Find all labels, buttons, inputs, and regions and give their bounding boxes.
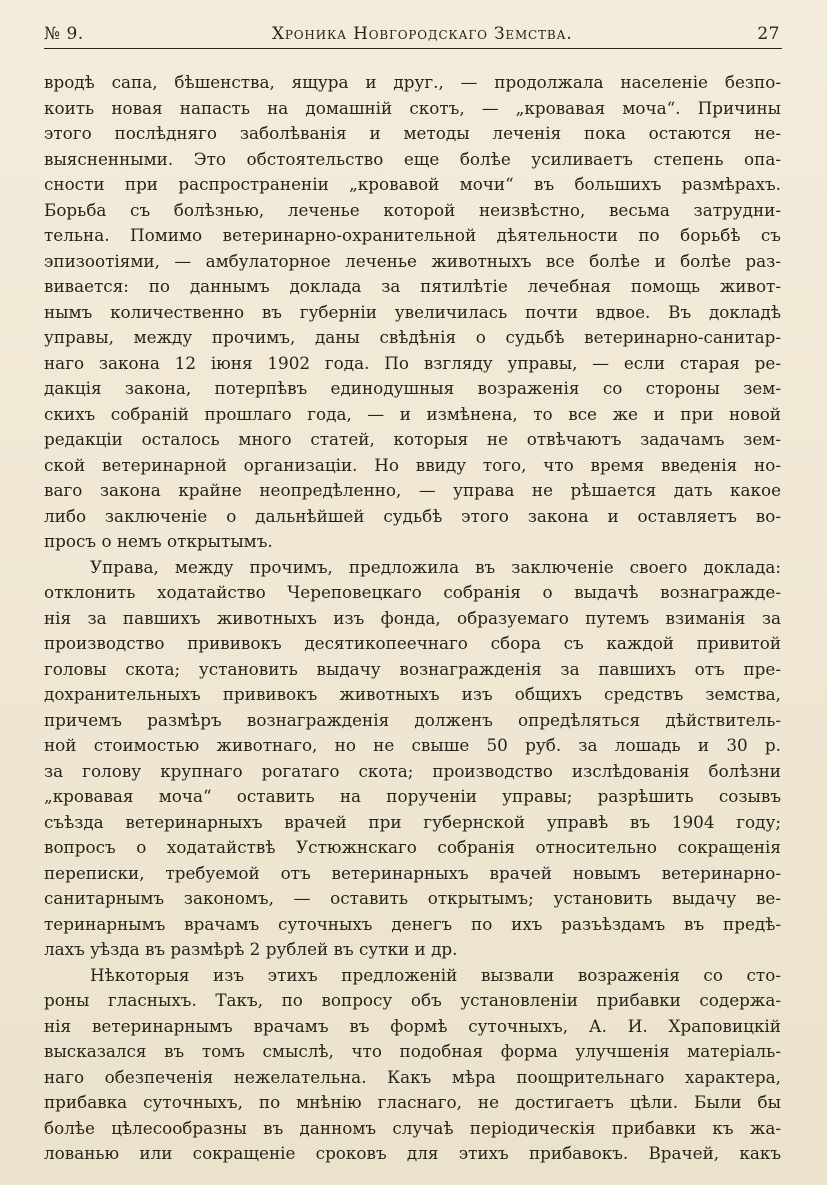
- text-line: ской ветеринарной организаціи. Но ввиду того, что время введенія но-: [44, 454, 781, 475]
- text-line: лованью или сокращеніе сроковъ для этихъ прибавокъ. Врачей, какъ: [44, 1143, 781, 1163]
- text-line: нія за павшихъ животныхъ изъ фонда, образуемаго путемъ взиманія за: [44, 607, 781, 628]
- page-number: 27: [757, 24, 780, 44]
- running-title: Хроника Новгородскаго Земства.: [272, 24, 573, 44]
- text-line: выясненными. Это обстоятельство еще болѣе усиливаетъ степень опа-: [44, 148, 781, 169]
- text-line: переписки, требуемой отъ ветеринарныхъ врачей новымъ ветеринарно-: [44, 862, 781, 883]
- text-line: головы скота; установить выдачу вознагражденія за павшихъ отъ пре-: [44, 658, 781, 679]
- text-line: либо заключеніе о дальнѣйшей судьбѣ этого закона и оставляетъ во-: [44, 505, 781, 526]
- text-line: дохранительныхъ прививокъ животныхъ изъ общихъ средствъ земства,: [44, 684, 781, 704]
- running-header: [44, 18, 784, 48]
- text-line: эпизоотіями, — амбулаторное леченье животныхъ все болѣе и болѣе раз-: [44, 250, 781, 271]
- text-line: за голову крупнаго рогатаго скота; производство изслѣдованія болѣзни: [44, 760, 781, 781]
- text-line: просъ о немъ открытымъ.: [44, 531, 273, 551]
- text-line: Нѣкоторыя изъ этихъ предложеній вызвали возраженія со сто-: [90, 964, 781, 985]
- text-line: высказался въ томъ смыслѣ, что подобная форма улучшенія матеріаль-: [44, 1041, 781, 1061]
- text-line: производство прививокъ десятикопеечнаго сбора съ каждой привитой: [44, 633, 781, 653]
- paragraph: [44, 70, 781, 555]
- text-line: вродѣ сапа, бѣшенства, ящура и друг., — продолжала населеніе безпо-: [44, 72, 781, 92]
- paragraph: [44, 963, 781, 1167]
- text-line: ной стоимостью животнаго, но не свыше 50 руб. за лошадь и 30 р.: [44, 735, 781, 755]
- text-line: нія ветеринарнымъ врачамъ въ формѣ суточныхъ, А. И. Храповицкій: [44, 1015, 781, 1036]
- text-line: санитарнымъ закономъ, — оставить открытымъ; установить выдачу ве-: [44, 888, 781, 908]
- text-line: скихъ собраній прошлаго года, — и измѣнена, то все же и при новой: [44, 403, 781, 424]
- text-line: тельна. Помимо ветеринарно-охранительной дѣятельности по борьбѣ съ: [44, 225, 781, 245]
- text-line: нымъ количественно въ губерніи увеличилась почти вдвое. Въ докладѣ: [44, 301, 781, 322]
- text-line: отклонить ходатайство Череповецкаго собранія о выдачѣ вознагражде-: [44, 582, 781, 602]
- text-line: управы, между прочимъ, даны свѣдѣнія о судьбѣ ветеринарно-санитар-: [44, 327, 781, 347]
- text-line: редакціи осталось много статей, которыя не отвѣчаютъ задачамъ зем-: [44, 429, 781, 449]
- text-line: прибавка суточныхъ, по мнѣнію гласнаго, не достигаетъ цѣли. Были бы: [44, 1092, 781, 1112]
- paragraph: [44, 555, 781, 963]
- text-line: дакція закона, потерпѣвъ единодушныя возраженія со стороны зем-: [44, 378, 781, 398]
- text-line: наго обезпеченія нежелательна. Какъ мѣра поощрительнаго характера,: [44, 1066, 781, 1087]
- text-line: вивается: по даннымъ доклада за пятилѣтіе лечебная помощь живот-: [44, 276, 781, 296]
- text-line: ваго закона крайне неопредѣленно, — управа не рѣшается дать какое: [44, 480, 781, 500]
- text-line: коить новая напасть на домашній скотъ, — „кровавая моча“. Причины: [44, 97, 781, 118]
- text-line: Управа, между прочимъ, предложила въ заключеніе своего доклада:: [90, 556, 781, 577]
- text-line: лахъ уѣзда въ размѣрѣ 2 рублей въ сутки и др.: [44, 939, 458, 959]
- text-line: съѣзда ветеринарныхъ врачей при губернской управѣ въ 1904 году;: [44, 811, 781, 832]
- text-line: причемъ размѣръ вознагражденія долженъ опредѣляться дѣйствитель-: [44, 709, 781, 730]
- text-line: наго закона 12 іюня 1902 года. По взгляду управы, — если старая ре-: [44, 352, 781, 373]
- text-line: этого послѣдняго заболѣванія и методы леченія пока остаются не-: [44, 123, 781, 143]
- text-line: „кровавая моча“ оставить на порученіи управы; разрѣшить созывъ: [44, 786, 781, 806]
- text-line: теринарнымъ врачамъ суточныхъ денегъ по ихъ разъѣздамъ въ предѣ-: [44, 913, 781, 934]
- text-line: болѣе цѣлесообразны въ данномъ случаѣ періодическія прибавки къ жа-: [44, 1117, 781, 1138]
- text-line: роны гласныхъ. Такъ, по вопросу объ установленіи прибавки содержа-: [44, 990, 781, 1010]
- text-line: вопросъ о ходатайствѣ Устюжнскаго собранія относительно сокращенія: [44, 837, 781, 857]
- header-rule: [44, 48, 782, 49]
- text-line: сности при распространеніи „кровавой мочи“ въ большихъ размѣрахъ.: [44, 174, 781, 194]
- issue-number: № 9.: [44, 24, 84, 44]
- text-line: Борьба съ болѣзнью, леченье которой неизвѣстно, весьма затрудни-: [44, 199, 781, 220]
- text-body: [44, 70, 781, 1167]
